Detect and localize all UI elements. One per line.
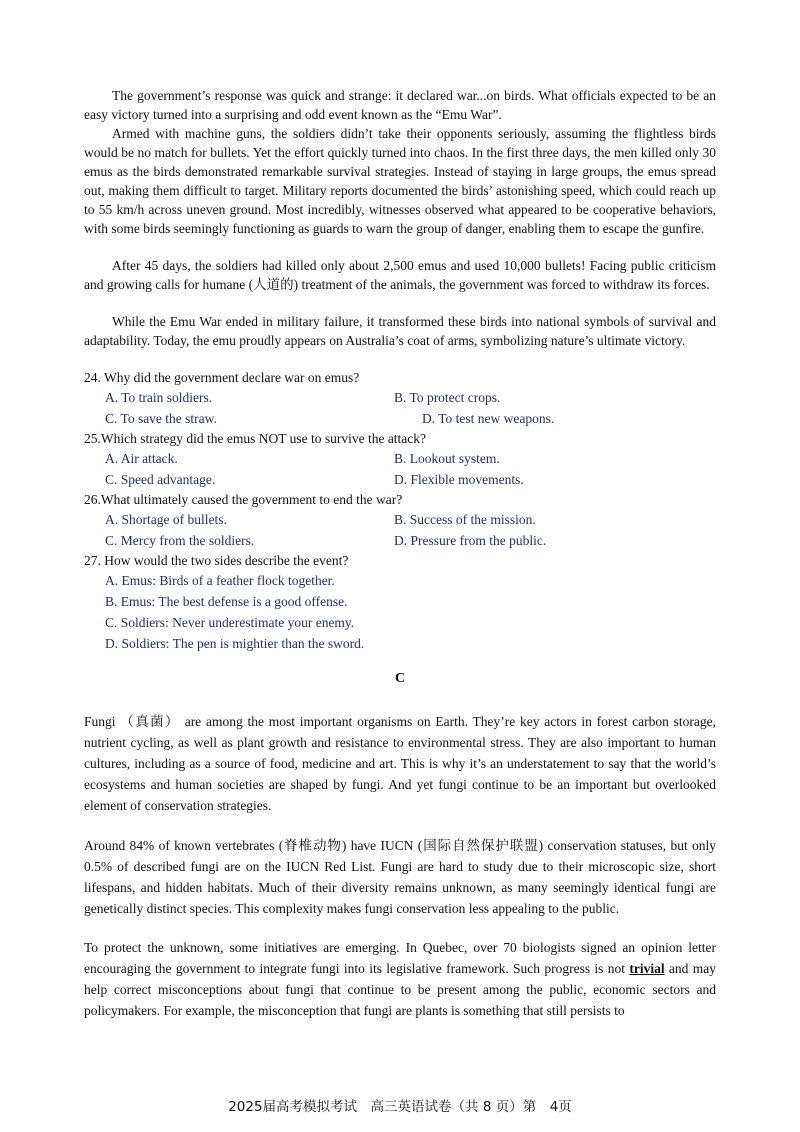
underlined-word-trivial: trivial [629, 961, 665, 976]
question-26-option-b[interactable]: B. Success of the mission. [394, 512, 536, 527]
question-25-stem: 25.Which strategy did the emus NOT use to survive the attack? [84, 431, 427, 446]
question-25-option-a[interactable]: A. Air attack. [105, 451, 178, 466]
question-25-option-b[interactable]: B. Lookout system. [394, 451, 500, 466]
question-24-option-a[interactable]: A. To train soldiers. [105, 390, 213, 405]
question-26-option-d[interactable]: D. Pressure from the public. [394, 533, 547, 548]
question-26-option-a[interactable]: A. Shortage of bullets. [105, 512, 227, 527]
question-27-option-b[interactable]: B. Emus: The best defense is a good offense. [105, 594, 348, 609]
question-26-stem: 26.What ultimately caused the government to end the war? [84, 492, 403, 507]
question-24-option-c[interactable]: C. To save the straw. [105, 411, 217, 426]
question-25-option-c[interactable]: C. Speed advantage. [105, 472, 216, 487]
question-27-option-a[interactable]: A. Emus: Birds of a feather flock together. [105, 573, 335, 588]
question-27-stem: 27. How would the two sides describe the event? [84, 553, 349, 568]
passage-b-paragraph-3: After 45 days, the soldiers had killed only about 2,500 emus and used 10,000 bullets! Facing public criticism and growing calls for humane (人道的) treatment of the animals, the government was forced to withdraw its forces. [84, 258, 716, 292]
page-footer: 2025届高考模拟考试 高三英语试卷（共 8 页）第 4页 [228, 1099, 572, 1115]
section-c-heading: C [394, 671, 406, 686]
passage-b-paragraph-1: The government’s response was quick and strange: it declared war...on birds. What officials expected to be an easy victory turned into a surprising and odd event known as the “Emu War”. [84, 88, 716, 122]
question-25-option-d[interactable]: D. Flexible movements. [394, 472, 524, 487]
question-26-option-c[interactable]: C. Mercy from the soldiers. [105, 533, 255, 548]
question-24-option-d[interactable]: D. To test new weapons. [422, 411, 555, 426]
passage-c-paragraph-2: Around 84% of known vertebrates (脊椎动物) have IUCN (国际自然保护联盟) conservation statuses, but only 0.5% of described fungi are on the IUCN Red List. Fungi are hard to study due to their microscopic size, short lifespans, and hidden habitats. Much of their diversity remains unknown, as many seemingly identical fungi are genetically distinct species. This complexity makes fungi conservation less appealing to the public. [84, 838, 716, 916]
passage-b-paragraph-4: While the Emu War ended in military failure, it transformed these birds into national symbols of survival and adaptability. Today, the emu proudly appears on Australia’s coat of arms, symbolizing nature’s ultimate victory. [84, 314, 716, 348]
question-24-stem: 24. Why did the government declare war on emus? [84, 370, 360, 385]
passage-c-paragraph-3-end: and may help correct misconceptions about fungi that continue to be present among the public, economic sectors and policymakers. For example, the misconception that fungi are plants is something that still persists to [84, 961, 716, 1018]
passage-b-paragraph-2: Armed with machine guns, the soldiers didn’t take their opponents seriously, assuming the flightless birds would be no match for bullets. Yet the effort quickly turned into chaos. In the first three days, the men killed only 30 emus as the birds demonstrated remarkable survival strategies. Instead of staying in large groups, the emus spread out, making them difficult to target. Military reports documented the birds’ astonishing speed, which could reach up to 55 km/h across uneven ground. Most incredibly, witnesses observed what appeared to be cooperative behaviors, with some birds seemingly functioning as guards to warn the group of danger, enabling them to escape the gunfire. [84, 126, 716, 236]
passage-c-paragraph-3 [84, 937, 716, 1021]
question-27-option-d[interactable]: D. Soldiers: The pen is mightier than the sword. [105, 636, 365, 651]
passage-c-paragraph-1: Fungi （真菌） are among the most important organisms on Earth. They’re key actors in forest carbon storage, nutrient cycling, as well as plant growth and resistance to environmental stress. They are also important to human cultures, including as a source of food, medicine and art. This is why it’s an understatement to say that the world’s ecosystems and human societies are shaped by fungi. And yet fungi continue to be an important but overlooked element of conservation strategies. [84, 714, 716, 813]
passage-c-paragraph-3-start: To protect the unknown, some initiatives are emerging. In Quebec, over 70 biologists signed an opinion letter encouraging the government to integrate fungi into its legislative framework. Such progress is not [84, 940, 716, 976]
question-27-option-c[interactable]: C. Soldiers: Never underestimate your enemy. [105, 615, 355, 630]
question-24-option-b[interactable]: B. To protect crops. [394, 390, 501, 405]
